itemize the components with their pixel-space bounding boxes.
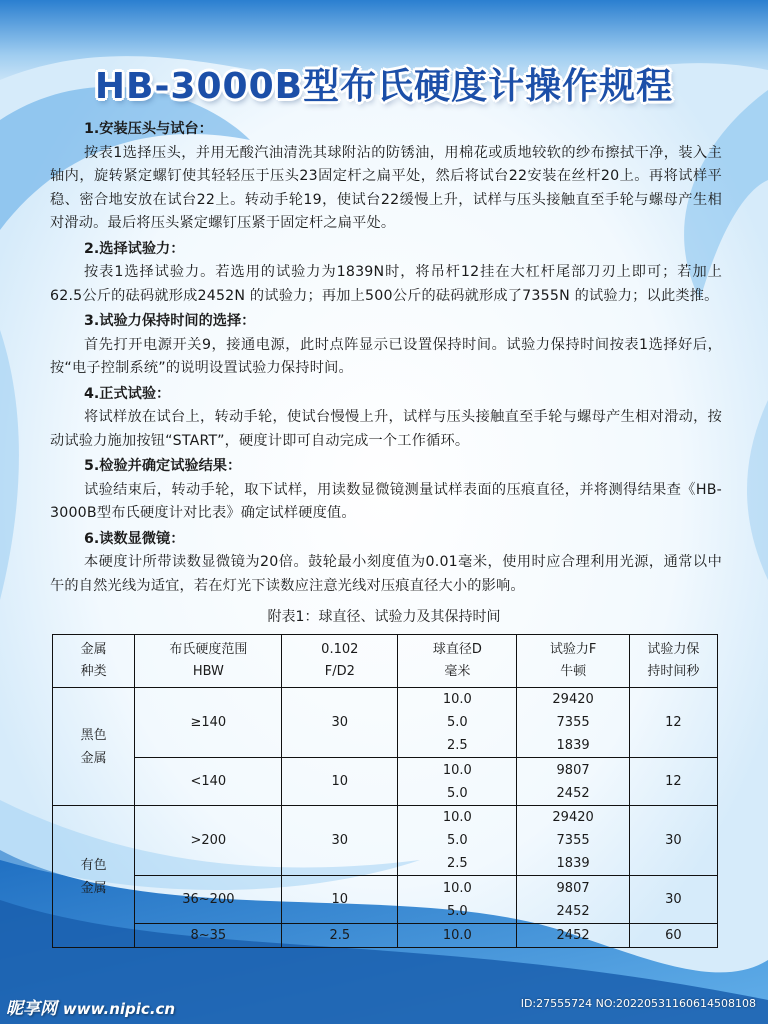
time-cell: 60 bbox=[629, 924, 717, 948]
diameter-cell: 10.0 5.0 bbox=[398, 758, 517, 806]
header-time: 试验力保 持时间秒 bbox=[629, 635, 717, 688]
range-cell: <140 bbox=[135, 758, 282, 806]
section-heading: 5.检验并确定试验结果： bbox=[84, 458, 242, 474]
watermark-logo bbox=[6, 994, 175, 1019]
table-caption: 附表1：球直径、试验力及其保持时间 bbox=[267, 609, 501, 625]
range-cell: ≥140 bbox=[135, 688, 282, 758]
section-body: 将试样放在试台上，转动手轮，使试台慢慢上升，试样与压头接触直至手轮与螺母产生相对滑动，按动试验力施加按钮“START”，硬度计即可自动完成一个工作循环。 bbox=[50, 409, 722, 449]
ratio-cell: 10 bbox=[282, 876, 398, 924]
diameter-cell: 10.0 5.0 bbox=[398, 876, 517, 924]
ratio-cell: 2.5 bbox=[282, 924, 398, 948]
metal-cell: 黑色 金属 bbox=[53, 688, 135, 806]
table-row bbox=[53, 876, 718, 924]
section-heading: 3.试验力保持时间的选择： bbox=[84, 313, 256, 329]
time-cell: 30 bbox=[629, 876, 717, 924]
image-id: ID:27555724 NO:20220531160614508108 bbox=[520, 997, 756, 1010]
force-cell: 9807 2452 bbox=[517, 758, 629, 806]
diameter-cell: 10.0 5.0 2.5 bbox=[398, 806, 517, 876]
section-body: 试验结束后，转动手轮，取下试样，用读数显微镜测量试样表面的压痕直径，并将测得结果查《HB-3000B型布氏硬度计对比表》确定试样硬度值。 bbox=[50, 481, 722, 521]
section-heading: 6.读数显微镜： bbox=[84, 530, 185, 547]
diameter-cell: 10.0 5.0 2.5 bbox=[398, 688, 517, 758]
table-row bbox=[53, 924, 718, 948]
section-heading: 1.安装压头与试台： bbox=[84, 121, 213, 137]
ratio-cell: 30 bbox=[282, 688, 398, 758]
header-force: 试验力F 牛顿 bbox=[517, 635, 629, 688]
force-cell: 9807 2452 bbox=[517, 876, 629, 924]
logo-text: 昵享网 bbox=[6, 999, 57, 1019]
range-cell: >200 bbox=[135, 806, 282, 876]
table-row bbox=[53, 806, 718, 876]
hardness-table bbox=[52, 634, 718, 948]
time-cell: 12 bbox=[629, 688, 717, 758]
ratio-cell: 10 bbox=[282, 758, 398, 806]
section-body: 本硬度计所带读数显微镜为20倍。鼓轮最小刻度值为0.01毫米，使用时应合理利用光源，通常以中午的自然光线为适宜，若在灯光下读数应注意光线对压痕直径大小的影响。 bbox=[50, 554, 722, 594]
header-metal: 金属 种类 bbox=[53, 635, 135, 688]
procedure-sections bbox=[50, 116, 722, 598]
section-heading: 4.正式试验： bbox=[84, 385, 171, 402]
header-diameter: 球直径D 毫米 bbox=[398, 635, 517, 688]
section-body: 首先打开电源开关9，接通电源，此时点阵显示已设置保持时间。试验力保持时间按表1选择好后，按“电子控制系统”的说明设置试验力保持时间。 bbox=[50, 336, 722, 376]
range-cell: 36~200 bbox=[135, 876, 282, 924]
logo-url: www.nipic.cn bbox=[62, 1000, 176, 1018]
section-heading: 2.选择试验力： bbox=[84, 240, 185, 257]
page-title: HB-3000B型布氏硬度计操作规程 bbox=[94, 66, 674, 107]
force-cell: 29420 7355 1839 bbox=[517, 688, 629, 758]
header-range: 布氏硬度范围 HBW bbox=[135, 635, 282, 688]
table-row bbox=[53, 758, 718, 806]
section-body: 按表1选择压头，并用无酸汽油清洗其球附沾的防锈油，用棉花或质地较软的纱布擦拭干净，装入主轴内，旋转紧定螺钉使其轻轻压于压头23固定杆之扁平处，然后将试台22安装在丝杆20上。再将试样平稳、密合地安放在试台22上。转动手轮19，使试台22缓慢上升，试样与压头接触直至手轮与螺母产生相对滑动。最后将压头紧定螺钉压紧于固定杆之扁平处。 bbox=[50, 144, 722, 231]
time-cell: 30 bbox=[629, 806, 717, 876]
force-cell: 29420 7355 1839 bbox=[517, 806, 629, 876]
range-cell: 8~35 bbox=[135, 924, 282, 948]
time-cell: 12 bbox=[629, 758, 717, 806]
diameter-cell: 10.0 bbox=[398, 924, 517, 948]
ratio-cell: 30 bbox=[282, 806, 398, 876]
table-row bbox=[53, 688, 718, 758]
table-header-row bbox=[53, 635, 718, 688]
section-body: 按表1选择试验力。若选用的试验力为1839N时，将吊杆12挂在大杠杆尾部刀刃上即可；若加上62.5公斤的砝码就形成2452N 的试验力；再加上500公斤的砝码就形成了7355N 的试验力；以此类推。 bbox=[50, 264, 722, 304]
force-cell: 2452 bbox=[517, 924, 629, 948]
header-ratio: 0.102 F/D2 bbox=[282, 635, 398, 688]
metal-cell: 有色 金属 bbox=[53, 806, 135, 948]
